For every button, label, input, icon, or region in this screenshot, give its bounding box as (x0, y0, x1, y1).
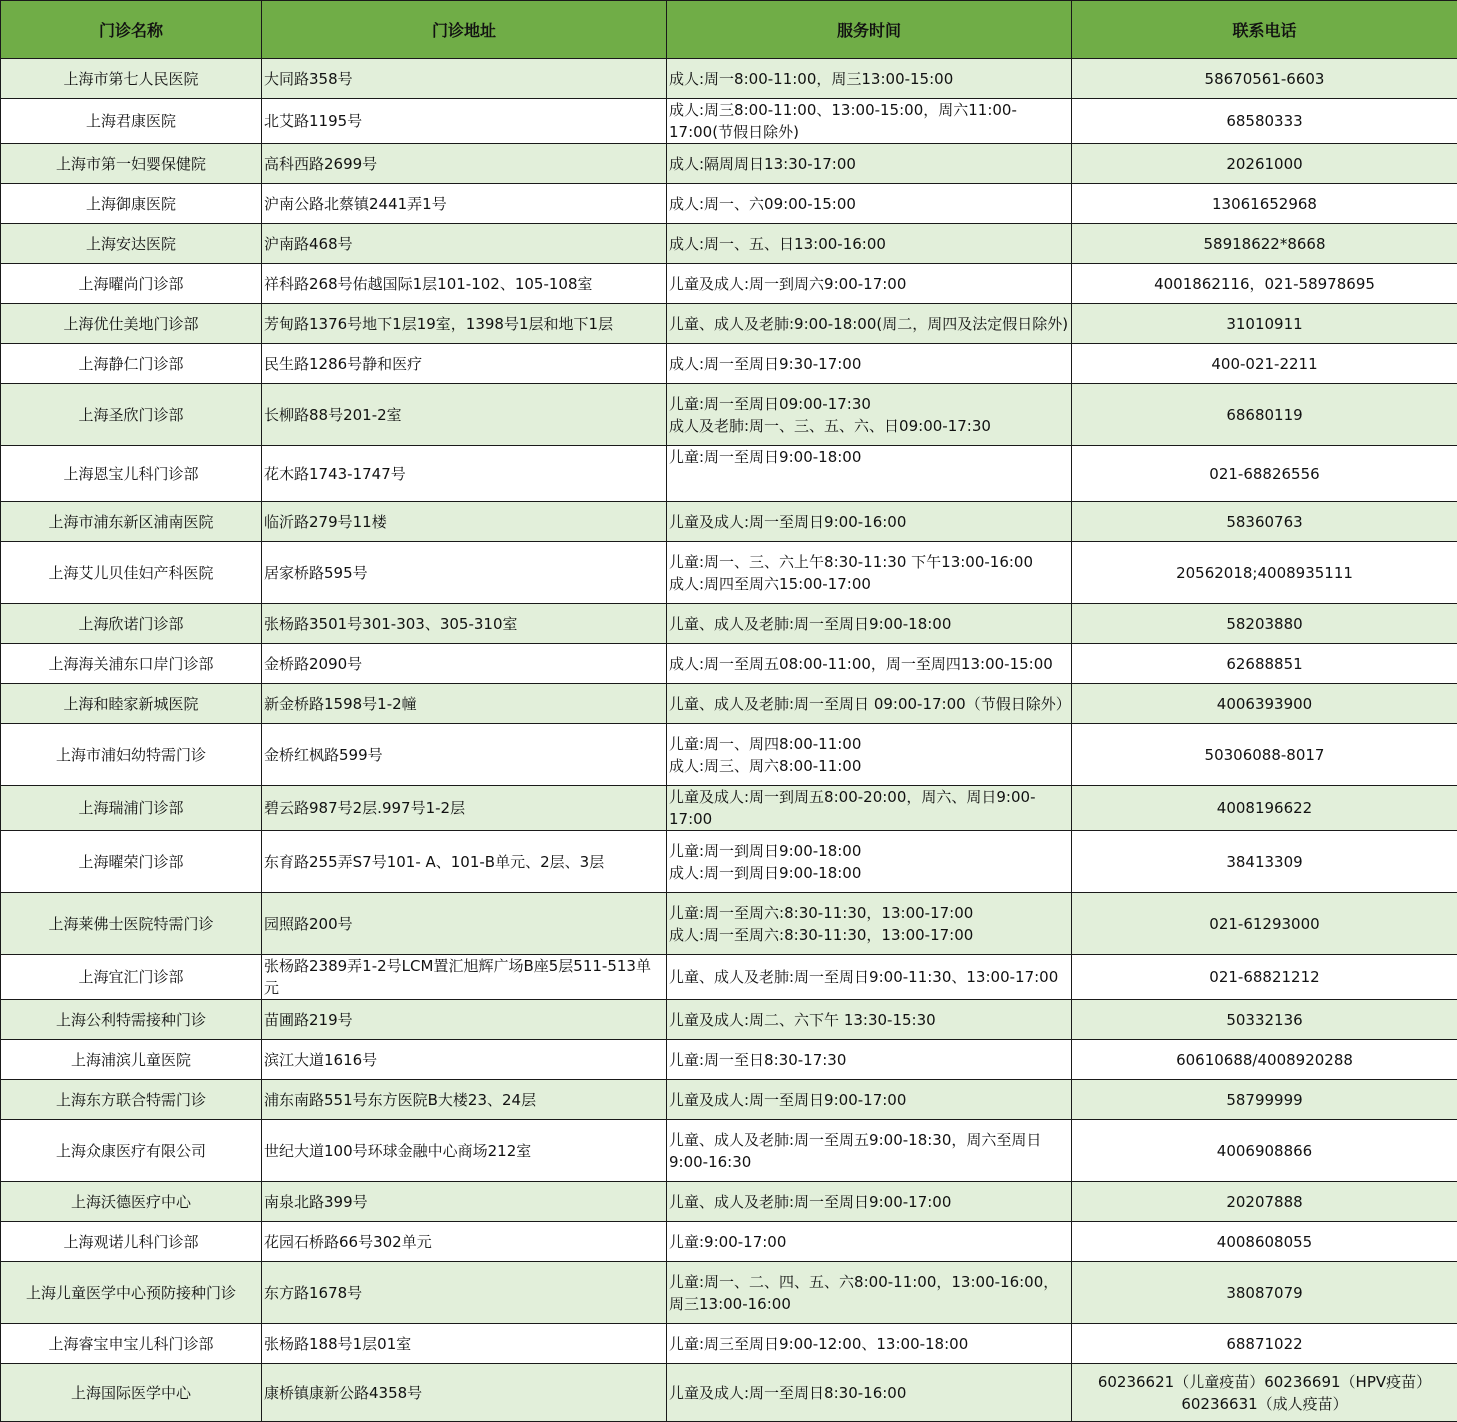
phone-number: 20562018;4008935111 (1072, 542, 1457, 604)
phone-number: 20207888 (1072, 1182, 1457, 1222)
phone-number: 50306088-8017 (1072, 724, 1457, 786)
service-hours: 儿童、成人及老肺:周一至周日9:00-18:00 (667, 604, 1072, 644)
service-hours: 儿童:周一至日8:30-17:30 (667, 1040, 1072, 1080)
clinic-name: 上海浦滨儿童医院 (1, 1040, 262, 1080)
table-row (1, 644, 1457, 684)
table-row (1, 304, 1457, 344)
clinic-address: 园照路200号 (262, 893, 667, 955)
phone-number: 68580333 (1072, 99, 1457, 144)
table-row (1, 1120, 1457, 1182)
clinic-address: 南泉北路399号 (262, 1182, 667, 1222)
clinic-name: 上海曜尚门诊部 (1, 264, 262, 304)
clinic-name: 上海和睦家新城医院 (1, 684, 262, 724)
service-hours: 成人:周一至周日9:30-17:00 (667, 344, 1072, 384)
clinic-address: 大同路358号 (262, 59, 667, 99)
clinic-name: 上海艾儿贝佳妇产科医院 (1, 542, 262, 604)
phone-number: 4008196622 (1072, 786, 1457, 831)
table-row (1, 786, 1457, 831)
header-phone: 联系电话 (1072, 1, 1457, 59)
table-row (1, 542, 1457, 604)
clinic-name: 上海观诺儿科门诊部 (1, 1222, 262, 1262)
clinic-name: 上海东方联合特需门诊 (1, 1080, 262, 1120)
clinic-name: 上海国际医学中心 (1, 1364, 262, 1422)
phone-number: 20261000 (1072, 144, 1457, 184)
service-hours: 儿童及成人:周一至周日9:00-16:00 (667, 502, 1072, 542)
phone-number: 68871022 (1072, 1324, 1457, 1364)
header-row (1, 1, 1457, 59)
header-clinic-name: 门诊名称 (1, 1, 262, 59)
header-clinic-address: 门诊地址 (262, 1, 667, 59)
phone-number: 4001862116，021-58978695 (1072, 264, 1457, 304)
table-row (1, 1080, 1457, 1120)
clinic-address: 金桥红枫路599号 (262, 724, 667, 786)
table-row (1, 99, 1457, 144)
service-hours: 儿童、成人及老肺:周一至周日9:00-11:30、13:00-17:00 (667, 955, 1072, 1000)
service-hours: 儿童、成人及老肺:周一至周日 09:00-17:00（节假日除外） (667, 684, 1072, 724)
clinic-address: 浦东南路551号东方医院B大楼23、24层 (262, 1080, 667, 1120)
service-hours: 成人:隔周周日13:30-17:00 (667, 144, 1072, 184)
clinic-name: 上海市第一妇婴保健院 (1, 144, 262, 184)
service-hours: 儿童、成人及老肺:周一至周五9:00-18:30，周六至周日9:00-16:30 (667, 1120, 1072, 1182)
phone-number: 021-68826556 (1072, 446, 1457, 502)
service-hours: 儿童:9:00-17:00 (667, 1222, 1072, 1262)
service-hours: 儿童:周一到周日9:00-18:00 成人:周一到周日9:00-18:00 (667, 831, 1072, 893)
table-row (1, 831, 1457, 893)
clinic-name: 上海公利特需接种门诊 (1, 1000, 262, 1040)
table-row (1, 224, 1457, 264)
clinic-name: 上海瑞浦门诊部 (1, 786, 262, 831)
clinic-name: 上海莱佛士医院特需门诊 (1, 893, 262, 955)
phone-number: 38413309 (1072, 831, 1457, 893)
service-hours: 儿童、成人及老肺:9:00-18:00(周二，周四及法定假日除外) (667, 304, 1072, 344)
clinic-name: 上海御康医院 (1, 184, 262, 224)
clinic-address: 北艾路1195号 (262, 99, 667, 144)
service-hours: 成人:周一、五、日13:00-16:00 (667, 224, 1072, 264)
clinic-address: 张杨路188号1层01室 (262, 1324, 667, 1364)
phone-number: 31010911 (1072, 304, 1457, 344)
clinic-name: 上海睿宝申宝儿科门诊部 (1, 1324, 262, 1364)
service-hours: 成人:周一至周五08:00-11:00，周一至周四13:00-15:00 (667, 644, 1072, 684)
table-row (1, 446, 1457, 502)
clinic-name: 上海海关浦东口岸门诊部 (1, 644, 262, 684)
service-hours: 儿童及成人:周一到周五8:00-20:00，周六、周日9:00-17:00 (667, 786, 1072, 831)
clinic-address: 临沂路279号11楼 (262, 502, 667, 542)
phone-number: 13061652968 (1072, 184, 1457, 224)
clinic-name: 上海静仁门诊部 (1, 344, 262, 384)
service-hours: 儿童:周三至周日9:00-12:00、13:00-18:00 (667, 1324, 1072, 1364)
table-row (1, 144, 1457, 184)
table-row (1, 384, 1457, 446)
phone-number: 60610688/4008920288 (1072, 1040, 1457, 1080)
clinic-name: 上海市第七人民医院 (1, 59, 262, 99)
phone-number: 58918622*8668 (1072, 224, 1457, 264)
clinic-name: 上海儿童医学中心预防接种门诊 (1, 1262, 262, 1324)
table-row (1, 1364, 1457, 1422)
phone-number: 62688851 (1072, 644, 1457, 684)
table-row (1, 604, 1457, 644)
clinic-name: 上海众康医疗有限公司 (1, 1120, 262, 1182)
clinic-address: 祥科路268号佑越国际1层101-102、105-108室 (262, 264, 667, 304)
clinic-name: 上海市浦妇幼特需门诊 (1, 724, 262, 786)
clinic-address: 张杨路2389弄1-2号LCM置汇旭辉广场B座5层511-513单元 (262, 955, 667, 1000)
table-row (1, 264, 1457, 304)
phone-number: 68680119 (1072, 384, 1457, 446)
clinic-address: 苗圃路219号 (262, 1000, 667, 1040)
service-hours: 儿童:周一至周六:8:30-11:30，13:00-17:00 成人:周一至周六:8:30-11:30，13:00-17:00 (667, 893, 1072, 955)
phone-number: 021-68821212 (1072, 955, 1457, 1000)
clinic-name: 上海安达医院 (1, 224, 262, 264)
table-row (1, 1182, 1457, 1222)
service-hours: 成人:周一8:00-11:00，周三13:00-15:00 (667, 59, 1072, 99)
clinic-address: 民生路1286号静和医疗 (262, 344, 667, 384)
table-row (1, 344, 1457, 384)
table-row (1, 1040, 1457, 1080)
table-row (1, 1324, 1457, 1364)
service-hours: 成人:周一、六09:00-15:00 (667, 184, 1072, 224)
clinic-address: 芳甸路1376号地下1层19室，1398号1层和地下1层 (262, 304, 667, 344)
phone-number: 4006393900 (1072, 684, 1457, 724)
clinic-address: 世纪大道100号环球金融中心商场212室 (262, 1120, 667, 1182)
table-row (1, 724, 1457, 786)
phone-number: 38087079 (1072, 1262, 1457, 1324)
service-hours: 成人:周三8:00-11:00、13:00-15:00，周六11:00-17:00(节假日除外) (667, 99, 1072, 144)
clinic-address: 居家桥路595号 (262, 542, 667, 604)
clinic-name: 上海沃德医疗中心 (1, 1182, 262, 1222)
phone-number: 400-021-2211 (1072, 344, 1457, 384)
phone-number: 58360763 (1072, 502, 1457, 542)
clinic-address: 滨江大道1616号 (262, 1040, 667, 1080)
table-row (1, 684, 1457, 724)
table-row (1, 1000, 1457, 1040)
phone-number: 021-61293000 (1072, 893, 1457, 955)
phone-number: 60236621（儿童疫苗）60236691（HPV疫苗）60236631（成人疫苗） (1072, 1364, 1457, 1422)
table-row (1, 1222, 1457, 1262)
service-hours: 儿童、成人及老肺:周一至周日9:00-17:00 (667, 1182, 1072, 1222)
clinic-address: 花木路1743-1747号 (262, 446, 667, 502)
service-hours: 儿童及成人:周一至周日8:30-16:00 (667, 1364, 1072, 1422)
header-service-hours: 服务时间 (667, 1, 1072, 59)
service-hours: 儿童:周一、三、六上午8:30-11:30 下午13:00-16:00 成人:周四至周六15:00-17:00 (667, 542, 1072, 604)
service-hours: 儿童及成人:周一至周日9:00-17:00 (667, 1080, 1072, 1120)
clinic-address: 碧云路987号2层.997号1-2层 (262, 786, 667, 831)
clinic-name: 上海曜荣门诊部 (1, 831, 262, 893)
clinic-address: 康桥镇康新公路4358号 (262, 1364, 667, 1422)
table-row (1, 955, 1457, 1000)
phone-number: 4006908866 (1072, 1120, 1457, 1182)
clinic-name: 上海圣欣门诊部 (1, 384, 262, 446)
phone-number: 58799999 (1072, 1080, 1457, 1120)
clinic-address: 花园石桥路66号302单元 (262, 1222, 667, 1262)
service-hours: 儿童:周一、二、四、五、六8:00-11:00，13:00-16:00，周三13:00-16:00 (667, 1262, 1072, 1324)
phone-number: 4008608055 (1072, 1222, 1457, 1262)
service-hours: 儿童及成人:周一到周六9:00-17:00 (667, 264, 1072, 304)
clinic-address: 张杨路3501号301-303、305-310室 (262, 604, 667, 644)
clinic-address: 东方路1678号 (262, 1262, 667, 1324)
clinic-name: 上海优仕美地门诊部 (1, 304, 262, 344)
clinic-name: 上海君康医院 (1, 99, 262, 144)
service-hours: 儿童:周一、周四8:00-11:00 成人:周三、周六8:00-11:00 (667, 724, 1072, 786)
service-hours: 儿童:周一至周日9:00-18:00 (667, 446, 1072, 502)
clinic-address: 沪南公路北蔡镇2441弄1号 (262, 184, 667, 224)
phone-number: 50332136 (1072, 1000, 1457, 1040)
clinic-address: 东育路255弄S7号101- A、101-B单元、2层、3层 (262, 831, 667, 893)
phone-number: 58670561-6603 (1072, 59, 1457, 99)
table-row (1, 893, 1457, 955)
clinic-address: 高科西路2699号 (262, 144, 667, 184)
table-row (1, 1262, 1457, 1324)
service-hours: 儿童:周一至周日09:00-17:30 成人及老肺:周一、三、五、六、日09:00-17:30 (667, 384, 1072, 446)
clinic-name: 上海恩宝儿科门诊部 (1, 446, 262, 502)
clinic-address: 沪南路468号 (262, 224, 667, 264)
clinic-name: 上海市浦东新区浦南医院 (1, 502, 262, 542)
service-hours: 儿童及成人:周二、六下午 13:30-15:30 (667, 1000, 1072, 1040)
clinic-name: 上海欣诺门诊部 (1, 604, 262, 644)
table-row (1, 59, 1457, 99)
clinic-address: 新金桥路1598号1-2幢 (262, 684, 667, 724)
phone-number: 58203880 (1072, 604, 1457, 644)
clinic-address: 金桥路2090号 (262, 644, 667, 684)
table-row (1, 502, 1457, 542)
clinic-address: 长柳路88号201-2室 (262, 384, 667, 446)
clinic-name: 上海宜汇门诊部 (1, 955, 262, 1000)
table-row (1, 184, 1457, 224)
